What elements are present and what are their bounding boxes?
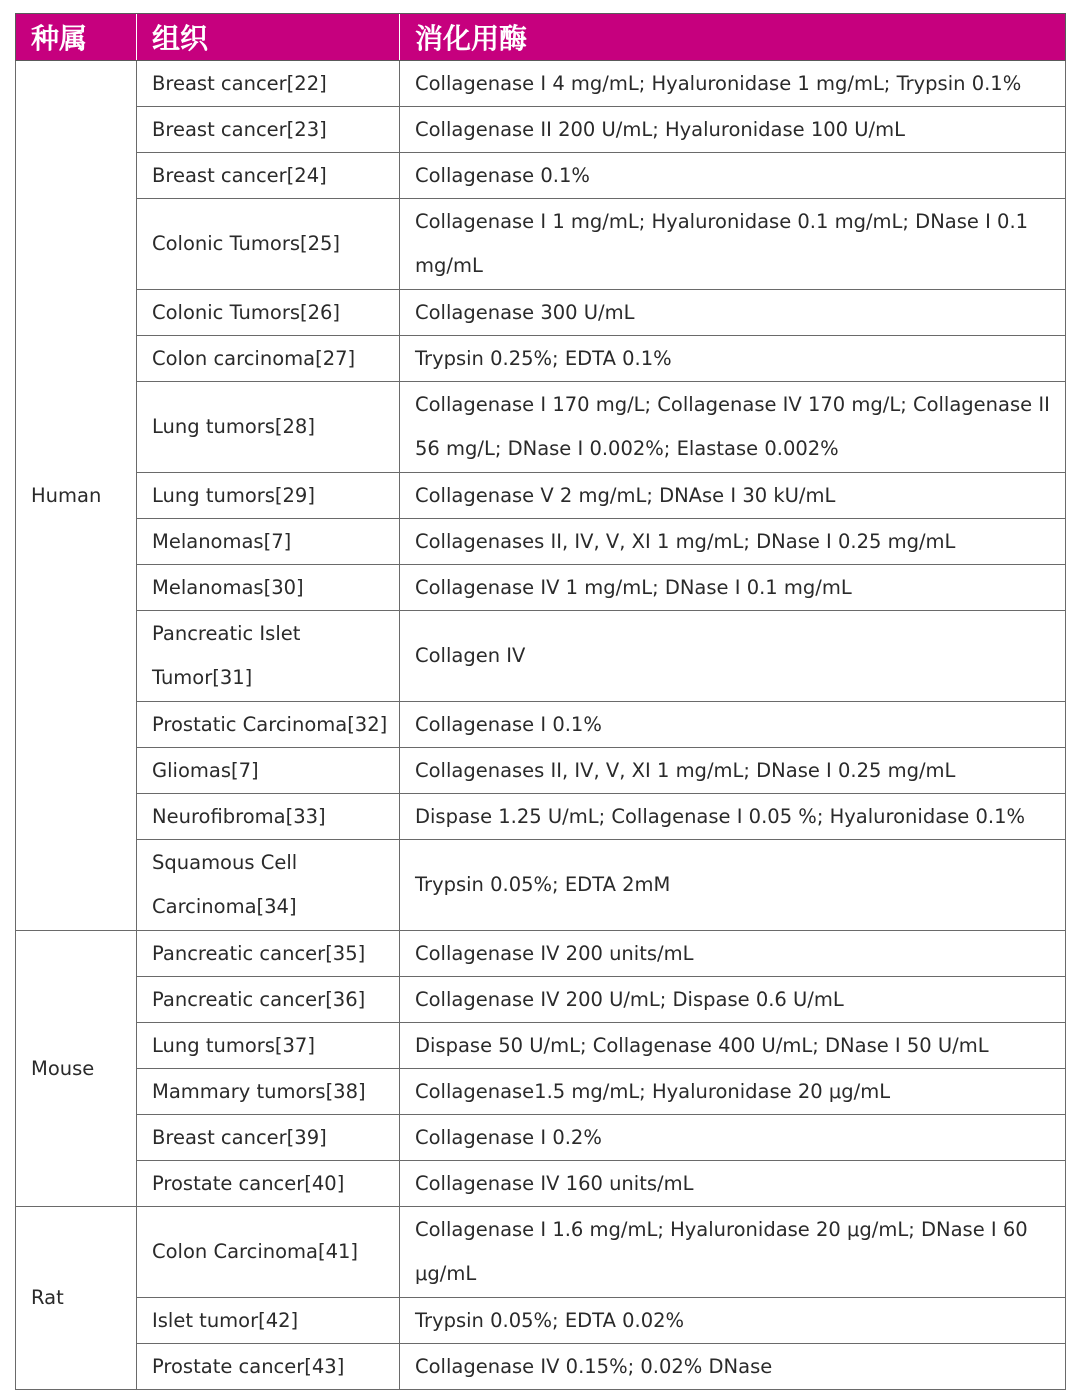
tissue-cell: Squamous Cell Carcinoma[34] xyxy=(137,840,400,931)
header-species: 种属 xyxy=(16,14,137,61)
enzyme-cell: Collagenase IV 160 units/mL xyxy=(400,1161,1066,1207)
tissue-cell: Breast cancer[39] xyxy=(137,1115,400,1161)
tissue-cell: Breast cancer[24] xyxy=(137,153,400,199)
table-row xyxy=(16,611,1066,702)
table-row xyxy=(16,1115,1066,1161)
enzyme-cell: Collagenase I 4 mg/mL; Hyaluronidase 1 mg/mL; Trypsin 0.1% xyxy=(400,61,1066,107)
enzyme-cell: Trypsin 0.05%; EDTA 2mM xyxy=(400,840,1066,931)
table-header xyxy=(16,14,1066,61)
tissue-cell: Colon carcinoma[27] xyxy=(137,336,400,382)
tissue-cell: Pancreatic cancer[35] xyxy=(137,931,400,977)
enzyme-cell: Collagenase1.5 mg/mL; Hyaluronidase 20 μg/mL xyxy=(400,1069,1066,1115)
table-row xyxy=(16,840,1066,931)
table-row xyxy=(16,1161,1066,1207)
table-row xyxy=(16,473,1066,519)
enzyme-cell: Collagenase 300 U/mL xyxy=(400,290,1066,336)
enzyme-cell: Dispase 1.25 U/mL; Collagenase I 0.05 %; Hyaluronidase 0.1% xyxy=(400,794,1066,840)
table-row xyxy=(16,794,1066,840)
enzyme-cell: Collagenases II, IV, V, XI 1 mg/mL; DNase I 0.25 mg/mL xyxy=(400,519,1066,565)
table-row xyxy=(16,519,1066,565)
tissue-cell: Lung tumors[37] xyxy=(137,1023,400,1069)
tissue-cell: Colonic Tumors[26] xyxy=(137,290,400,336)
tissue-cell: Melanomas[30] xyxy=(137,565,400,611)
table-row xyxy=(16,61,1066,107)
enzyme-cell: Collagenase V 2 mg/mL; DNAse I 30 kU/mL xyxy=(400,473,1066,519)
tissue-cell: Melanomas[7] xyxy=(137,519,400,565)
enzyme-cell: Collagenase II 200 U/mL; Hyaluronidase 100 U/mL xyxy=(400,107,1066,153)
enzyme-cell: Trypsin 0.25%; EDTA 0.1% xyxy=(400,336,1066,382)
enzyme-table xyxy=(15,13,1066,1390)
enzyme-cell: Collagenases II, IV, V, XI 1 mg/mL; DNase I 0.25 mg/mL xyxy=(400,748,1066,794)
table-row xyxy=(16,1298,1066,1344)
table-row xyxy=(16,1344,1066,1390)
tissue-cell: Mammary tumors[38] xyxy=(137,1069,400,1115)
tissue-cell: Colon Carcinoma[41] xyxy=(137,1207,400,1298)
tissue-cell: Colonic Tumors[25] xyxy=(137,199,400,290)
enzyme-cell: Collagenase I 0.2% xyxy=(400,1115,1066,1161)
header-tissue: 组织 xyxy=(137,14,400,61)
species-cell: Rat xyxy=(16,1207,137,1390)
enzyme-cell: Collagen IV xyxy=(400,611,1066,702)
table-row xyxy=(16,748,1066,794)
tissue-cell: Prostate cancer[43] xyxy=(137,1344,400,1390)
enzyme-cell: Collagenase I 1 mg/mL; Hyaluronidase 0.1 mg/mL; DNase I 0.1 mg/mL xyxy=(400,199,1066,290)
tissue-cell: Islet tumor[42] xyxy=(137,1298,400,1344)
enzyme-cell: Collagenase I 1.6 mg/mL; Hyaluronidase 20 μg/mL; DNase I 60 μg/mL xyxy=(400,1207,1066,1298)
tissue-cell: Breast cancer[23] xyxy=(137,107,400,153)
table-row xyxy=(16,290,1066,336)
tissue-cell: Prostate cancer[40] xyxy=(137,1161,400,1207)
enzyme-cell: Collagenase IV 200 units/mL xyxy=(400,931,1066,977)
enzyme-cell: Collagenase I 0.1% xyxy=(400,702,1066,748)
header-row xyxy=(16,14,1066,61)
table-row xyxy=(16,336,1066,382)
tissue-cell: Lung tumors[29] xyxy=(137,473,400,519)
table-row xyxy=(16,931,1066,977)
enzyme-cell: Collagenase 0.1% xyxy=(400,153,1066,199)
tissue-cell: Pancreatic Islet Tumor[31] xyxy=(137,611,400,702)
table-row xyxy=(16,382,1066,473)
enzyme-cell: Collagenase I 170 mg/L; Collagenase IV 170 mg/L; Collagenase II 56 mg/L; DNase I 0.002%; Elastase 0.002% xyxy=(400,382,1066,473)
table-row xyxy=(16,1069,1066,1115)
enzyme-cell: Collagenase IV 200 U/mL; Dispase 0.6 U/mL xyxy=(400,977,1066,1023)
table-row xyxy=(16,565,1066,611)
enzyme-cell: Dispase 50 U/mL; Collagenase 400 U/mL; DNase I 50 U/mL xyxy=(400,1023,1066,1069)
tissue-cell: Breast cancer[22] xyxy=(137,61,400,107)
table-row xyxy=(16,107,1066,153)
header-enzyme: 消化用酶 xyxy=(400,14,1066,61)
species-cell: Human xyxy=(16,61,137,931)
table-row xyxy=(16,1023,1066,1069)
enzyme-cell: Collagenase IV 1 mg/mL; DNase I 0.1 mg/mL xyxy=(400,565,1066,611)
table-body xyxy=(16,61,1066,1390)
tissue-cell: Neurofibroma[33] xyxy=(137,794,400,840)
table-row xyxy=(16,702,1066,748)
table-row xyxy=(16,153,1066,199)
tissue-cell: Prostatic Carcinoma[32] xyxy=(137,702,400,748)
table-row xyxy=(16,977,1066,1023)
table-row xyxy=(16,1207,1066,1298)
tissue-cell: Lung tumors[28] xyxy=(137,382,400,473)
enzyme-cell: Collagenase IV 0.15%; 0.02% DNase xyxy=(400,1344,1066,1390)
enzyme-cell: Trypsin 0.05%; EDTA 0.02% xyxy=(400,1298,1066,1344)
species-cell: Mouse xyxy=(16,931,137,1207)
tissue-cell: Pancreatic cancer[36] xyxy=(137,977,400,1023)
table-row xyxy=(16,199,1066,290)
tissue-cell: Gliomas[7] xyxy=(137,748,400,794)
